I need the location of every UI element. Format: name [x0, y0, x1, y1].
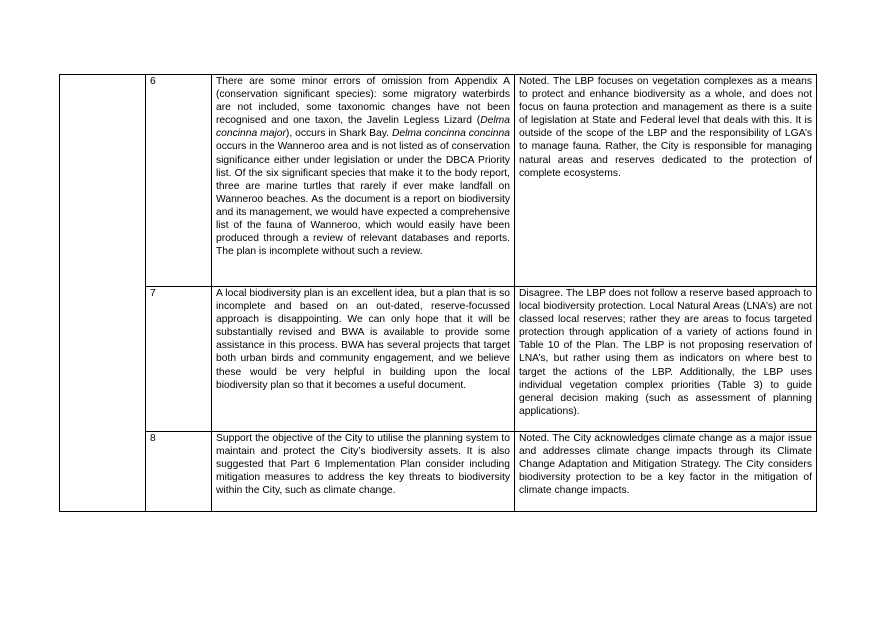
submissions-table: [59, 74, 817, 512]
comment-text-part: ), occurs in Shark Bay.: [285, 128, 392, 140]
table-row: [60, 75, 817, 287]
submission-number: 6: [146, 75, 212, 287]
species-name-italic: Delma concinna concinna: [391, 128, 510, 140]
city-response: [515, 432, 817, 512]
city-response: [515, 75, 817, 287]
comment-text: [216, 75, 510, 258]
species-name-italic: Delma concinna major: [216, 115, 510, 140]
comment-text-part: There are some minor errors of omission from Appendix A (conservation significant species): some migratory waterbirds are not included, some taxonomic changes have not been recognised and one taxon, the Javelin Legless Lizard (: [216, 76, 510, 127]
comment-text-part: occurs in the Wanneroo area and is not listed as of conservation significance either under legislation or under the DBCA Priority list. Of the six significant species that make it to the body report, three are marine turtles that rarely if ever make landfall on Wanneroo beaches. As the document is a report on biodiversity and its management, we would have expected a comprehensive list of the fauna of Wanneroo, which would easily have been produced through a review of relevant databases and reports. The plan is incomplete without such a review.: [216, 141, 510, 258]
response-text: Noted. The LBP focuses on vegetation complexes as a means to protect and enhance biodiversity as a whole, and does not focus on fauna protection and management as there is a suite of legislation at State and Federal level that deals with this. It is outside of the scope of the LBP and the responsibility of LGA’s to manage fauna. Rather, the City is responsible for managing natural areas and reserves dedicated to the protection of complete ecosystems.: [519, 76, 812, 179]
blank-cell: [60, 75, 146, 512]
submission-comment: [212, 75, 515, 287]
response-text: Disagree. The LBP does not follow a reserve based approach to local biodiversity protection. Local Natural Areas (LNA’s) are not classed local reserves; rather they are areas to focus targeted protection through application of a variety of actions found in Table 10 of the Plan. The LBP is not proposing reservation of LNA’s, but rather using them as indicators on where best to target the actions of the LBP. Additionally, the LBP uses individual vegetation complex priorities (Table 3) to guide general decision making (such as assessment of planning applications).: [519, 288, 812, 417]
submission-comment: [212, 432, 515, 512]
comment-text: A local biodiversity plan is an excellent idea, but a plan that is so incomplete and based on an out-dated, reserve-focussed approach is disappointing. We can only hope that it will be substantially revised and BWA is available to provide some assistance in this process. BWA has several projects that target both urban birds and community engagement, and we believe these would be very helpful in building upon the local biodiversity plan so that it becomes a useful document.: [216, 288, 510, 391]
comment-text: Support the objective of the City to utilise the planning system to maintain and protect the City’s biodiversity assets. It is also suggested that Part 6 Implementation Plan consider including mitigation measures to address the key threats to biodiversity within the City, such as climate change.: [216, 433, 510, 497]
submission-number: 8: [146, 432, 212, 512]
city-response: [515, 287, 817, 432]
submission-number: 7: [146, 287, 212, 432]
submission-comment: [212, 287, 515, 432]
response-text: Noted. The City acknowledges climate change as a major issue and addresses climate change impacts through its Climate Change Adaptation and Mitigation Strategy. The City considers biodiversity protection to be a key factor in the mitigation of climate change impacts.: [519, 433, 812, 497]
table-row: [60, 432, 817, 512]
table-row: [60, 287, 817, 432]
